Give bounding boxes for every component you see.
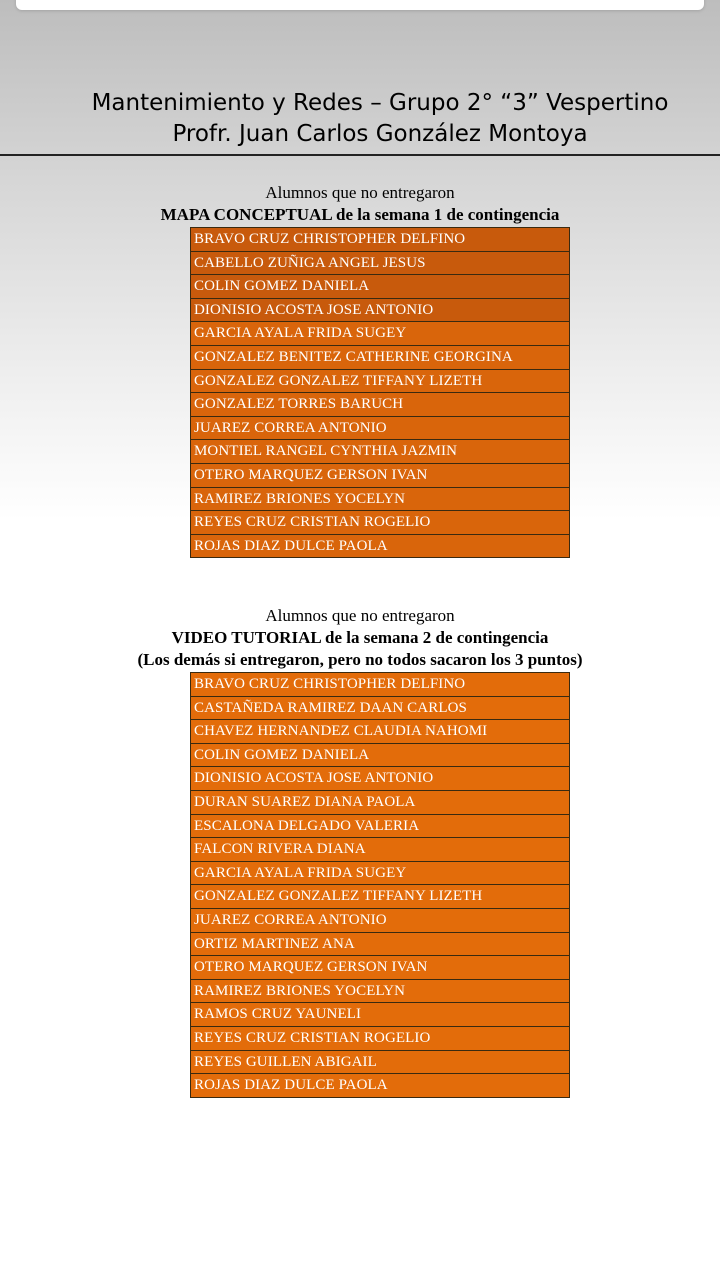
document-header — [0, 88, 720, 150]
student-row: RAMOS CRUZ YAUNELI — [191, 1003, 569, 1027]
student-row: REYES CRUZ CRISTIAN ROGELIO — [191, 1027, 569, 1051]
student-row: GONZALEZ TORRES BARUCH — [191, 393, 569, 417]
student-row: BRAVO CRUZ CHRISTOPHER DELFINO — [191, 673, 569, 697]
section2-note: (Los demás si entregaron, pero no todos sacaron los 3 puntos) — [137, 650, 583, 669]
student-row: OTERO MARQUEZ GERSON IVAN — [191, 956, 569, 980]
student-row: ESCALONA DELGADO VALERIA — [191, 815, 569, 839]
section1-student-list — [190, 227, 570, 558]
header-divider — [0, 154, 720, 156]
student-row: GARCIA AYALA FRIDA SUGEY — [191, 862, 569, 886]
top-card — [16, 0, 704, 10]
student-row: REYES CRUZ CRISTIAN ROGELIO — [191, 511, 569, 535]
student-row: FALCON RIVERA DIANA — [191, 838, 569, 862]
student-row: ROJAS DIAZ DULCE PAOLA — [191, 535, 569, 558]
header-teacher-line: Profr. Juan Carlos González Montoya — [172, 121, 588, 147]
section2-heading — [0, 605, 720, 671]
section2-subtitle: Alumnos que no entregaron — [265, 606, 455, 625]
section2-title: VIDEO TUTORIAL de la semana 2 de contingencia — [171, 628, 549, 647]
student-row: RAMIREZ BRIONES YOCELYN — [191, 980, 569, 1004]
section1-heading — [0, 182, 720, 226]
student-row: CHAVEZ HERNANDEZ CLAUDIA NAHOMI — [191, 720, 569, 744]
student-row: GONZALEZ GONZALEZ TIFFANY LIZETH — [191, 370, 569, 394]
student-row: OTERO MARQUEZ GERSON IVAN — [191, 464, 569, 488]
student-row: REYES GUILLEN ABIGAIL — [191, 1051, 569, 1075]
student-row: CASTAÑEDA RAMIREZ DAAN CARLOS — [191, 697, 569, 721]
student-row: ORTIZ MARTINEZ ANA — [191, 933, 569, 957]
student-row: CABELLO ZUÑIGA ANGEL JESUS — [191, 252, 569, 276]
student-row: DIONISIO ACOSTA JOSE ANTONIO — [191, 299, 569, 323]
student-row: RAMIREZ BRIONES YOCELYN — [191, 488, 569, 512]
section1-subtitle: Alumnos que no entregaron — [265, 183, 455, 202]
student-row: GONZALEZ BENITEZ CATHERINE GEORGINA — [191, 346, 569, 370]
student-row: DURAN SUAREZ DIANA PAOLA — [191, 791, 569, 815]
student-row: JUAREZ CORREA ANTONIO — [191, 909, 569, 933]
student-row: GONZALEZ GONZALEZ TIFFANY LIZETH — [191, 885, 569, 909]
student-row: ROJAS DIAZ DULCE PAOLA — [191, 1074, 569, 1097]
student-row: MONTIEL RANGEL CYNTHIA JAZMIN — [191, 440, 569, 464]
section2-student-list — [190, 672, 570, 1098]
section1-title: MAPA CONCEPTUAL de la semana 1 de contingencia — [160, 205, 560, 224]
student-row: GARCIA AYALA FRIDA SUGEY — [191, 322, 569, 346]
student-row: COLIN GOMEZ DANIELA — [191, 744, 569, 768]
student-row: BRAVO CRUZ CHRISTOPHER DELFINO — [191, 228, 569, 252]
student-row: DIONISIO ACOSTA JOSE ANTONIO — [191, 767, 569, 791]
header-course-line: Mantenimiento y Redes – Grupo 2° “3” Vespertino — [91, 90, 669, 116]
student-row: COLIN GOMEZ DANIELA — [191, 275, 569, 299]
student-row: JUAREZ CORREA ANTONIO — [191, 417, 569, 441]
